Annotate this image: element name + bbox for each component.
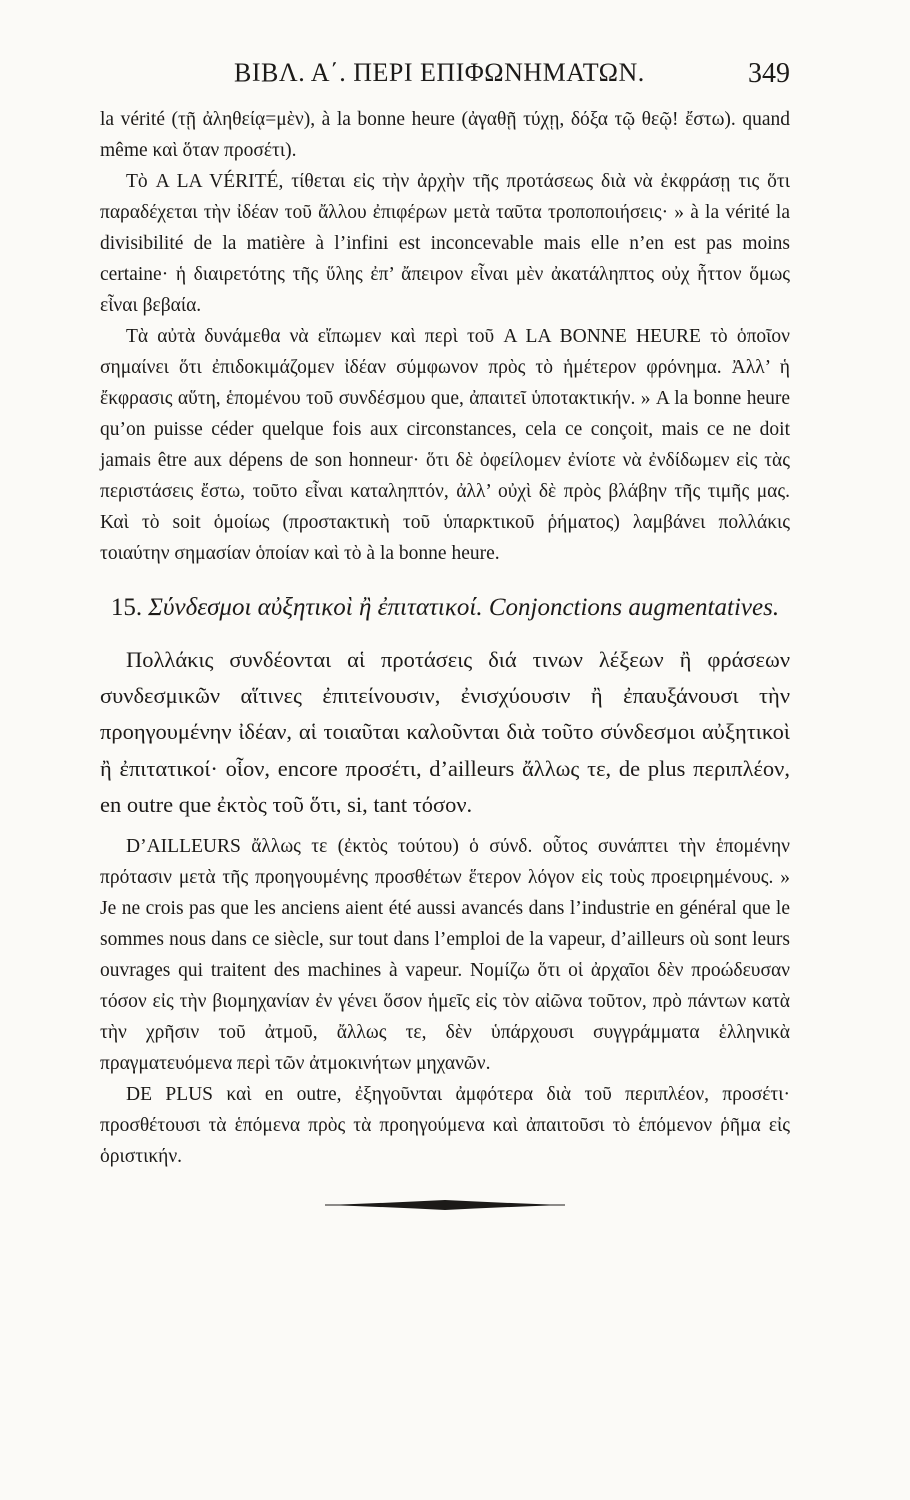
paragraph-a-la-bonne-heure: Τὰ αὐτὰ δυνάμεθα νὰ εἴπωμεν καὶ περὶ τοῦ A LA BONNE HEURE τὸ ὁποῖον σημαίνει ὅτι ἐπιδοκιμάζομεν ἰδέαν σύμφωνον πρὸς τὸ ἡμέτερον φρόνημα. Ἀλλ’ ἡ ἔκφρασις αὕτη, ἑπομένου τοῦ συνδέσμου que, ἀπαιτεῖ ὑποτακτικήν. » A la bonne heure qu’on puisse céder quelque fois aux circonstances, cela ce conçoit, mais ce ne doit jamais être aux dépens de son honneur· ὅτι δὲ ὀφείλομεν ἐνίοτε νὰ ἐνδίδωμεν εἰς τὰς περιστάσεις ἔστω, τοῦτο εἶναι καταληπτόν, ἀλλ’ οὐχὶ δὲ πρὸς βλάβην τῆς τιμῆς μας. Καὶ τὸ soit ὁμοίως (προστακτικὴ τοῦ ὑπαρκτικοῦ ῥήματος) λαμβάνει πολλάκις τοιαύτην σημασίαν ὁποίαν καὶ τὸ à la bonne heure. <box>100 326 790 564</box>
page-number: 349 <box>748 58 790 89</box>
page-header <box>100 58 790 98</box>
page-body <box>100 104 790 1212</box>
paragraph-a-la-verite: Τὸ A LA VÉRITÉ, τίθεται εἰς τὴν ἀρχὴν τῆς προτάσεως διὰ νὰ ἐκφράσῃ τις ὅτι παραδέχεται τὴν ἰδέαν τοῦ ἄλλου ἐπιφέρων μετὰ ταῦτα τροποποιήσεις· » à la vérité la divisibilité de la matière à l’infini est inconcevable mais elle n’en est pas moins certaine· ἡ διαιρετότης τῆς ὕλης ἐπ’ ἄπειρον εἶναι μὲν ἀκατάληπτος οὐχ ἧττον ὅμως εἶναι βεβαία. <box>100 171 790 316</box>
ornamental-divider <box>325 1198 565 1212</box>
paragraph-augmentatives-intro: Πολλάκις συνδέονται αἱ προτάσεις διά τινων λέξεων ἢ φράσεων συνδεσμικῶν αἵτινες ἐπιτείνουσιν, ἐνισχύουσιν ἢ ἐπαυξάνουσι τὴν προηγουμένην ἰδέαν, αἱ τοιαῦται καλοῦνται διὰ τοῦτο σύνδεσμοι αὐξητικοὶ ἢ ἐπιτατικοί· οἷον, encore προσέτι, d’ailleurs ἄλλως τε, de plus περιπλέον, en outre que ἐκτὸς τοῦ ὅτι, si, tant τόσον. <box>100 647 790 817</box>
section-heading <box>100 589 790 626</box>
section-title: Σύνδεσμοι αὐξητικοὶ ἢ ἐπιτατικοί. Conjonctions augmentatives. <box>148 594 780 621</box>
running-title: ΒΙΒΛ. Α΄. ΠΕΡΙ ΕΠΙΦΩΝΗΜΑΤΩΝ. <box>234 58 645 87</box>
section-number: 15. <box>110 594 143 621</box>
paragraph-d-ailleurs: D’AILLEURS ἄλλως τε (ἐκτὸς τούτου) ὁ σύνδ. οὗτος συνάπτει τὴν ἑπομένην πρότασιν μετὰ τῆς προηγουμένης προσθέτων ἕτερον λόγον εἰς τοὺς προειρημένους. » Je ne crois pas que les anciens aient été aussi avancés dans l’industrie en général que le sommes nous dans ce siècle, sur tout dans l’emploi de la vapeur, d’ailleurs où sont leurs ouvrages qui traitent des machines à vapeur. Νομίζω ὅτι οἱ ἀρχαῖοι δὲν προώδευσαν τόσον εἰς τὴν βιομηχανίαν ἐν γένει ὅσον ἡμεῖς εἰς τὸν αἰῶνα τοῦτον, πρὸ πάντων κατὰ τὴν χρῆσιν τοῦ ἀτμοῦ, ἄλλως τε, δὲν ὑπάρχουσι συγγράμματα ἑλληνικὰ πραγματευόμενα περὶ τῶν ἀτμοκινήτων μηχανῶν. <box>100 836 790 1075</box>
paragraph-continuation: la vérité (τῇ ἀληθείᾳ=μὲν), à la bonne heure (ἀγαθῇ τύχῃ, δόξα τῷ θεῷ! ἔστω). quand même καὶ ὅταν προσέτι). <box>100 109 790 161</box>
paragraph-de-plus: DE PLUS καὶ en outre, ἐξηγοῦνται ἀμφότερα διὰ τοῦ περιπλέον, προσέτι· προσθέτουσι τὰ ἑπόμενα πρὸς τὰ προηγούμενα καὶ ἀπαιτοῦσι τὸ ἑπόμενον ῥῆμα εἰς ὁριστικήν. <box>100 1084 790 1168</box>
